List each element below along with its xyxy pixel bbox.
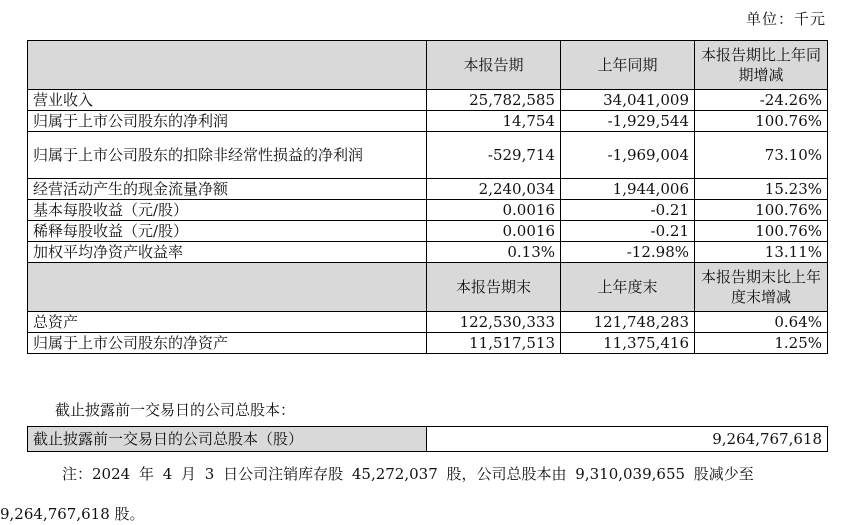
cell-change: 0.64% (695, 312, 828, 333)
header-prior-period: 上年同期 (561, 41, 695, 90)
cell-change: 100.76% (695, 221, 828, 242)
cell-change: 73.10% (695, 132, 828, 179)
cell-change: -24.26% (695, 90, 828, 111)
cell-current: 11,517,513 (427, 333, 561, 354)
row-label: 营业收入 (28, 90, 427, 111)
cell-change: 1.25% (695, 333, 828, 354)
cell-prior: -0.21 (561, 221, 695, 242)
cell-prior: -1,929,544 (561, 111, 695, 132)
cell-current: 122,530,333 (427, 312, 561, 333)
cell-current: 0.0016 (427, 221, 561, 242)
unit-label: 单位：千元 (745, 10, 826, 28)
header-current-period: 本报告期 (427, 41, 561, 90)
note-line-1: 注：2024 年 4 月 3 日公司注销库存股 45,272,037 股，公司总股本由 9,310,039,655 股减少至 (62, 465, 754, 483)
row-label: 归属于上市公司股东的净利润 (28, 111, 427, 132)
row-label: 归属于上市公司股东的净资产 (28, 333, 427, 354)
row-label: 基本每股收益（元/股） (28, 200, 427, 221)
table-row (28, 179, 828, 200)
share-capital-table (27, 426, 828, 452)
table-row (28, 333, 828, 354)
cell-change: 100.76% (695, 200, 828, 221)
cell-current: -529,714 (427, 132, 561, 179)
row-label: 加权平均净资产收益率 (28, 242, 427, 263)
table-row (28, 221, 828, 242)
cell-current: 0.13% (427, 242, 561, 263)
row-label: 总资产 (28, 312, 427, 333)
cell-current: 2,240,034 (427, 179, 561, 200)
financial-data-table (27, 40, 828, 354)
cell-change: 100.76% (695, 111, 828, 132)
header-change: 本报告期比上年同期增减 (695, 41, 828, 90)
header-change-end: 本报告期末比上年度末增减 (695, 263, 828, 312)
cell-prior: 121,748,283 (561, 312, 695, 333)
cell-current: 0.0016 (427, 200, 561, 221)
table-row (28, 242, 828, 263)
share-capital-value: 9,264,767,618 (427, 427, 828, 452)
cell-change: 15.23% (695, 179, 828, 200)
table-row (28, 312, 828, 333)
table-row (28, 132, 828, 179)
cell-prior: 11,375,416 (561, 333, 695, 354)
cell-current: 14,754 (427, 111, 561, 132)
row-label: 归属于上市公司股东的扣除非经常性损益的净利润 (28, 132, 427, 179)
table-row (28, 200, 828, 221)
share-capital-label: 截止披露前一交易日的公司总股本（股） (28, 427, 427, 452)
table-header-row (28, 41, 828, 90)
header-blank-cell (28, 41, 427, 90)
header-blank-cell (28, 263, 427, 312)
cell-current: 25,782,585 (427, 90, 561, 111)
table-row (28, 90, 828, 111)
header-prior-year-end: 上年度末 (561, 263, 695, 312)
cell-prior: 1,944,006 (561, 179, 695, 200)
table-row (28, 427, 828, 452)
cell-prior: 34,041,009 (561, 90, 695, 111)
note-line-2: 9,264,767,618 股。 (0, 505, 145, 523)
share-capital-heading: 截止披露前一交易日的公司总股本： (55, 401, 296, 419)
cell-change: 13.11% (695, 242, 828, 263)
row-label: 稀释每股收益（元/股） (28, 221, 427, 242)
row-label: 经营活动产生的现金流量净额 (28, 179, 427, 200)
cell-prior: -12.98% (561, 242, 695, 263)
table-row (28, 111, 828, 132)
header-period-end: 本报告期末 (427, 263, 561, 312)
table-header-row-period-end (28, 263, 828, 312)
cell-prior: -1,969,004 (561, 132, 695, 179)
cell-prior: -0.21 (561, 200, 695, 221)
